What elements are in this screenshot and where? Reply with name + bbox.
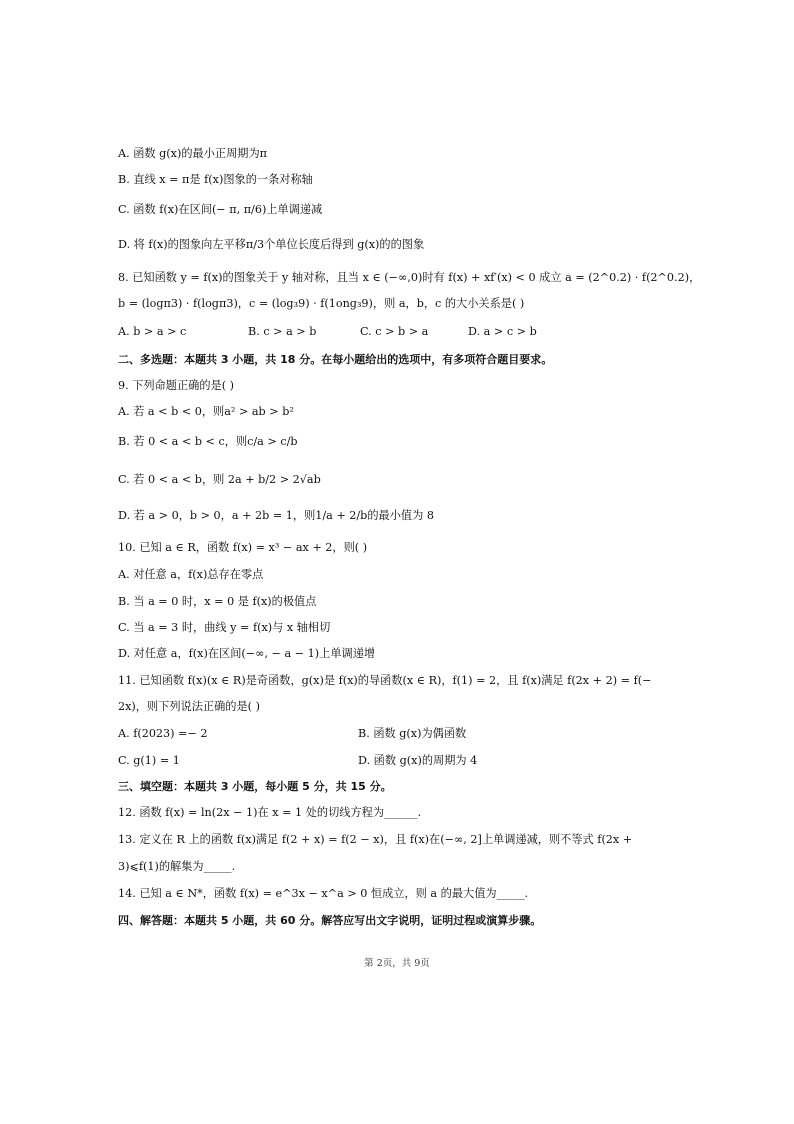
q9-option-a: A. 若 a < b < 0，则a² > ab > b² <box>118 405 294 418</box>
q10-option-a: A. 对任意 a，f(x)总存在零点 <box>118 568 264 581</box>
q11-option-a: A. f(2023) =− 2 <box>118 727 208 740</box>
q9-option-b: B. 若 0 < a < b < c，则c/a > c/b <box>118 435 298 448</box>
q8-option-b: B. c > a > b <box>248 325 317 338</box>
q13-line1: 13. 定义在 R 上的函数 f(x)满足 f(2 + x) = f(2 − x)，且 f(x)在(−∞, 2]上单调递减，则不等式 f(2x + <box>118 833 633 846</box>
q7-option-d: D. 将 f(x)的图象向左平移π/3个单位长度后得到 g(x)的的图象 <box>118 238 425 251</box>
q11-stem-line1: 11. 已知函数 f(x)(x ∈ R)是奇函数，g(x)是 f(x)的导函数(x ∈ R)，f(1) = 2，且 f(x)满足 f(2x + 2) = f(− <box>118 674 652 687</box>
section-3-heading: 三、填空题：本题共 3 小题，每小题 5 分，共 15 分。 <box>118 780 392 793</box>
q8-option-d: D. a > c > b <box>468 325 537 338</box>
q7-option-b: B. 直线 x = π是 f(x)图象的一条对称轴 <box>118 173 313 186</box>
q13-line2: 3)⩽f(1)的解集为_____. <box>118 860 236 873</box>
q10-option-b: B. 当 a = 0 时，x = 0 是 f(x)的极值点 <box>118 595 317 608</box>
q8-stem-line2: b = (logπ3) · f(logπ3)，c = (log₃9) · f(1ong₃9)，则 a，b，c 的大小关系是( ) <box>118 297 525 310</box>
q10-option-c: C. 当 a = 3 时，曲线 y = f(x)与 x 轴相切 <box>118 621 331 634</box>
q9-option-d: D. 若 a > 0，b > 0，a + 2b = 1，则1/a + 2/b的最小值为 8 <box>118 509 434 522</box>
q7-option-a: A. 函数 g(x)的最小正周期为π <box>118 147 267 160</box>
q10-option-d: D. 对任意 a，f(x)在区间(−∞, − a − 1)上单调递增 <box>118 647 376 660</box>
q14: 14. 已知 a ∈ N*，函数 f(x) = e^3x − x^a > 0 恒成立，则 a 的最大值为_____. <box>118 887 529 900</box>
q8-option-a: A. b > a > c <box>118 325 187 338</box>
q8-stem-line1: 8. 已知函数 y = f(x)的图象关于 y 轴对称，且当 x ∈ (−∞,0)时有 f(x) + xf′(x) < 0 成立 a = (2^0.2) · f(2^0.2)， <box>118 271 701 284</box>
q11-stem-line2: 2x)，则下列说法正确的是( ) <box>118 700 260 713</box>
q9-option-c: C. 若 0 < a < b，则 2a + b/2 > 2√ab <box>118 473 321 486</box>
q12: 12. 函数 f(x) = ln(2x − 1)在 x = 1 处的切线方程为______. <box>118 806 422 819</box>
q8-option-c: C. c > b > a <box>360 325 429 338</box>
q7-option-c: C. 函数 f(x)在区间(− π, π/6)上单调递减 <box>118 203 323 216</box>
q11-option-d: D. 函数 g(x)的周期为 4 <box>358 754 478 767</box>
q11-option-b: B. 函数 g(x)为偶函数 <box>358 727 467 740</box>
q9-stem: 9. 下列命题正确的是( ) <box>118 379 235 392</box>
page-footer: 第 2页，共 9页 <box>364 958 430 969</box>
section-4-heading: 四、解答题：本题共 5 小题，共 60 分。解答应写出文字说明，证明过程或演算步骤。 <box>118 914 542 927</box>
q11-option-c: C. g(1) = 1 <box>118 754 180 767</box>
section-2-heading: 二、多选题：本题共 3 小题，共 18 分。在每小题给出的选项中，有多项符合题目要求。 <box>118 353 553 366</box>
q10-stem: 10. 已知 a ∈ R，函数 f(x) = x³ − ax + 2，则( ) <box>118 541 368 554</box>
